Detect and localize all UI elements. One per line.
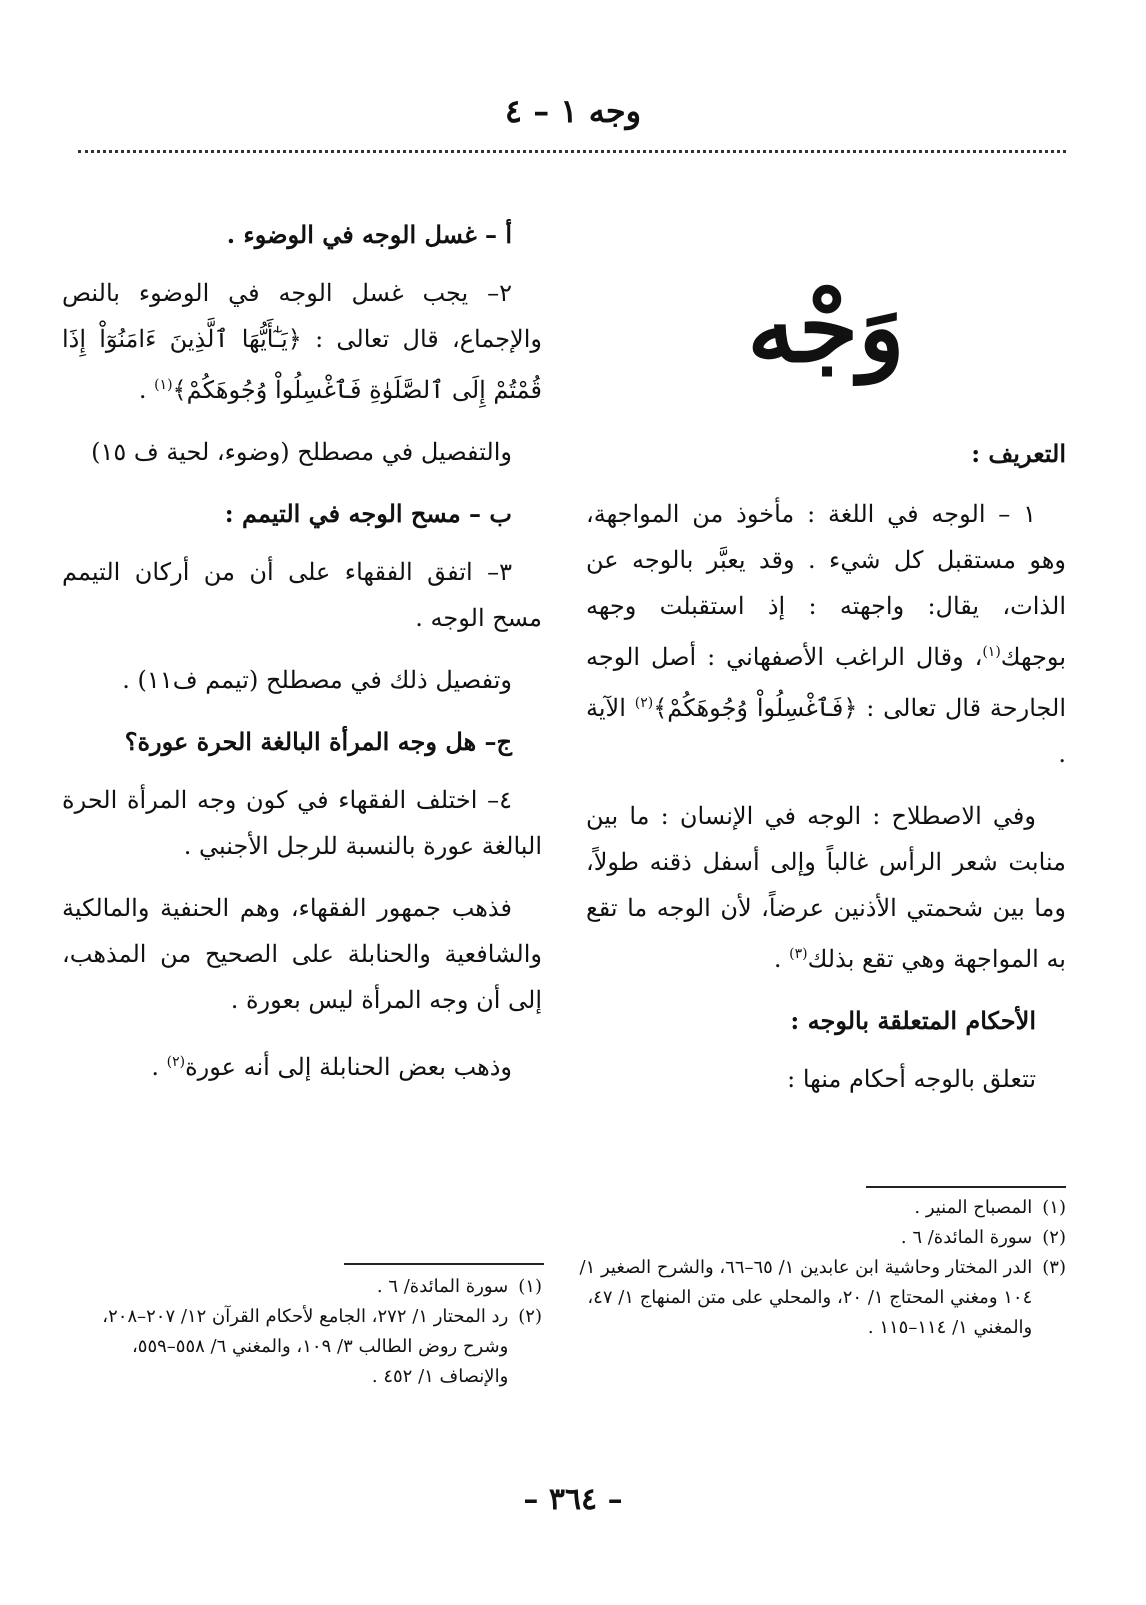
- running-head: وجه ١ – ٤: [504, 92, 642, 130]
- section-a-paragraph-1: [62, 270, 542, 413]
- paragraph-1: [586, 491, 1066, 777]
- paragraph-2-end: .: [773, 944, 790, 973]
- section-a-paragraph-2: والتفصيل في مصطلح (وضوء، لحية ف ١٥): [91, 438, 512, 466]
- footnotes-right: [566, 1193, 1066, 1343]
- left-column: [62, 212, 542, 1106]
- section-b-paragraph-1: ٣– اتفق الفقهاء على أن من أركان التيمم مسح الوجه .: [62, 558, 542, 632]
- page-number: – ٣٦٤ –: [523, 1482, 623, 1517]
- footnote-item: [62, 1272, 542, 1302]
- footnote-text: سورة المائدة/ ٦ .: [376, 1276, 509, 1297]
- footnote-number: (٢): [1042, 1227, 1066, 1248]
- footnote-text: سورة المائدة/ ٦ .: [900, 1227, 1033, 1248]
- section-a-title: أ – غسل الوجه في الوضوء .: [226, 220, 512, 249]
- section-b-paragraph-2: وتفصيل ذلك في مصطلح (تيمم ف١١) .: [122, 666, 512, 694]
- section-c-paragraph-3-text: وذهب بعض الحنابلة إلى أنه عورة: [185, 1053, 512, 1081]
- definition-heading: التعريف :: [971, 438, 1066, 468]
- section-c-title: ج– هل وجه المرأة البالغة الحرة عورة؟: [124, 727, 512, 756]
- footnote-text: المصباح المنير .: [914, 1197, 1033, 1218]
- section-c-paragraph-2: فذهب جمهور الفقهاء، وهم الحنفية والمالكية والشافعية والحنابلة على الصحيح من المذهب، إلى أن وجه المرأة ليس بعورة .: [62, 894, 542, 1014]
- footnote-ref[interactable]: (٣): [789, 945, 808, 962]
- footnote-number: (١): [1042, 1197, 1066, 1218]
- paragraph-1-text: ١ – الوجه في اللغة : مأخوذ من المواجهة، وهو مستقبل كل شيء . وقد يعبَّر بالوجه عن الذات، يقال: واجهته : إذ استقبلت وجهه بوجهك: [586, 499, 1066, 671]
- footnotes-left: [62, 1272, 542, 1392]
- footnote-text: رد المحتار ١/ ٢٧٢، الجامع لأحكام القرآن ١٢/ ٢٠٧–٢٠٨، وشرح روض الطالب ٣/ ١٠٩، والمغني ٦/ ٥٥٨–٥٥٩، والإنصاف ١/ ٤٥٢ .: [102, 1306, 509, 1387]
- rulings-intro: تتعلق بالوجه أحكام منها :: [787, 1064, 1036, 1093]
- section-c-paragraph-3-end: .: [151, 1053, 167, 1081]
- footnote-item: [566, 1193, 1066, 1223]
- rulings-heading: الأحكام المتعلقة بالوجه :: [790, 1005, 1036, 1035]
- footnote-item: [62, 1302, 542, 1392]
- footnote-ref[interactable]: (٢): [166, 1054, 186, 1070]
- footnote-number: (٢): [518, 1306, 542, 1327]
- footnote-number: (٣): [1042, 1257, 1066, 1278]
- right-column: [586, 205, 1066, 1118]
- header-dotted-divider: [78, 150, 1066, 153]
- footnote-item: [566, 1253, 1066, 1343]
- footnote-number: (١): [518, 1276, 542, 1297]
- footnote-ref[interactable]: (٢): [634, 694, 654, 711]
- section-b-title: ب – مسح الوجه في التيمم :: [224, 499, 512, 528]
- paragraph-1-text-2: ، وقال الراغب الأصفهاني : أصل الوجه الجارحة قال تعالى : ﴿فَٱغْسِلُواْ وُجُوهَكُمْ﴾: [586, 642, 1067, 722]
- footnote-item: [566, 1223, 1066, 1253]
- footnote-ref[interactable]: (١): [982, 643, 1001, 660]
- footnote-divider-right: [866, 1186, 1066, 1188]
- section-c-paragraph-3: [62, 1039, 542, 1090]
- paragraph-1-text-3: الآية .: [586, 693, 1066, 768]
- paragraph-2: [586, 793, 1066, 982]
- footnote-text: الدر المختار وحاشية ابن عابدين ١/ ٦٥–٦٦، والشرح الصغير ١/ ١٠٤ ومغني المحتاج ١/ ٢٠، والمحلي على متن المنهاج ١/ ٤٧، والمغني ١/ ١١٤–١١٥ .: [579, 1257, 1033, 1338]
- paragraph-2-text: وفي الاصطلاح : الوجه في الإنسان : ما بين منابت شعر الرأس غالباً وإلى أسفل ذقنه طولاً، وما بين شحمتي الأذنين عرضاً، لأن الوجه ما تقع به المواجهة وهي تقع بذلك: [586, 801, 1066, 973]
- entry-title: وَجْه: [747, 271, 905, 384]
- section-c-paragraph-1: ٤– اختلف الفقهاء في كون وجه المرأة الحرة البالغة عورة بالنسبة للرجل الأجنبي .: [62, 786, 542, 860]
- footnote-ref[interactable]: (١): [154, 377, 173, 393]
- section-a-paragraph-1-text: ٢– يجب غسل الوجه في الوضوء بالنص والإجماع، قال تعالى : ﴿يَـٰٓأَيُّهَا ٱلَّذِينَ ءَامَنُوٓاْ إِذَا قُمْتُمْ إِلَى ٱلصَّلَوٰةِ فَٱغْسِلُواْ وُجُوهَكُمْ﴾: [62, 279, 542, 404]
- section-a-paragraph-1-end: .: [138, 376, 155, 404]
- footnote-divider-left: [344, 1263, 544, 1265]
